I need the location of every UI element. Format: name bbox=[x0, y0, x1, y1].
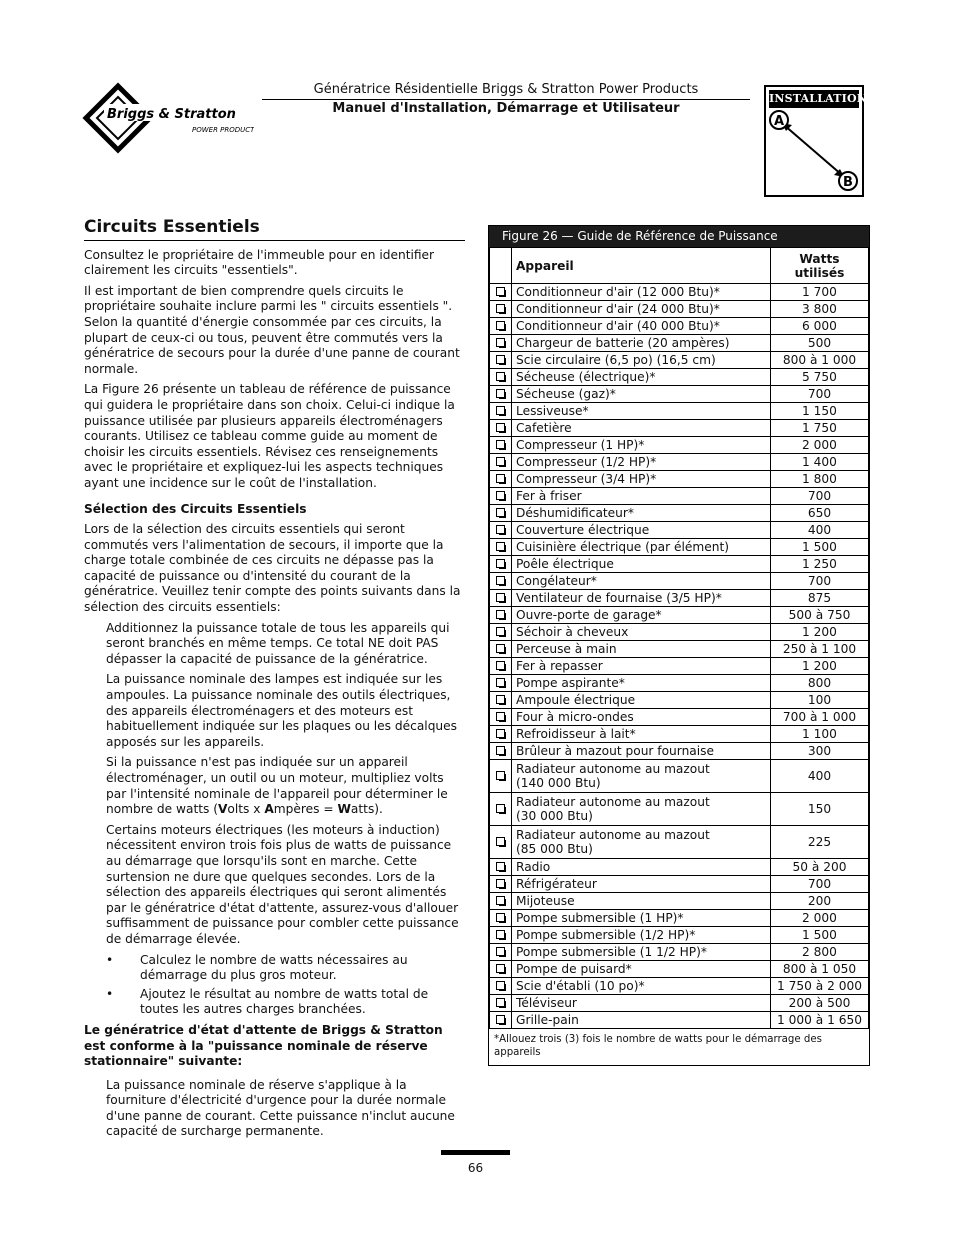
checkbox-cell[interactable] bbox=[490, 505, 512, 522]
section-title: Circuits Essentiels bbox=[84, 220, 465, 241]
checkbox-icon[interactable] bbox=[496, 304, 505, 313]
paragraph: Consultez le propriétaire de l'immeuble pour en identifier clairement les circuits "essentiels". bbox=[84, 247, 435, 278]
checkbox-cell[interactable] bbox=[490, 556, 512, 573]
header-rule bbox=[262, 99, 750, 100]
table-row bbox=[490, 352, 869, 369]
checkbox-cell[interactable] bbox=[490, 927, 512, 944]
appliance-watts: 200 à 500 bbox=[771, 995, 869, 1012]
bold-paragraph: Le génératrice d'état d'attente de Briggs & Stratton est conforme à la "puissance nominale de réserve stationnaire" suivante: bbox=[84, 1022, 443, 1069]
table-row bbox=[490, 539, 869, 556]
indented-paragraph: Si la puissance n'est pas indiquée sur un appareil électroménager, un outil ou un moteur, multipliez volts par l'intensité nominale de l'appareil pour déterminer le nombre de watts (Volts x Ampères = Watts). bbox=[106, 755, 448, 817]
appliance-watts: 2 800 bbox=[771, 944, 869, 961]
checkbox-cell[interactable] bbox=[490, 284, 512, 301]
table-row bbox=[490, 420, 869, 437]
checkbox-cell[interactable] bbox=[490, 675, 512, 692]
checkbox-cell[interactable] bbox=[490, 318, 512, 335]
appliance-name: Radio bbox=[512, 859, 771, 876]
appliance-name: Ouvre-porte de garage* bbox=[512, 607, 771, 624]
appliance-watts: 700 à 1 000 bbox=[771, 709, 869, 726]
checkbox-cell[interactable] bbox=[490, 352, 512, 369]
table-row bbox=[490, 859, 869, 876]
appliance-watts: 2 000 bbox=[771, 437, 869, 454]
appliance-watts: 6 000 bbox=[771, 318, 869, 335]
checkbox-icon[interactable] bbox=[496, 576, 505, 585]
checkbox-icon[interactable] bbox=[496, 542, 505, 551]
appliance-name: Congélateur* bbox=[512, 573, 771, 590]
checkbox-cell[interactable] bbox=[490, 420, 512, 437]
indented-paragraph: La puissance nominale de réserve s'applique à la fourniture d'électricité d'urgence pour la durée normale d'une panne de courant. Cette puissance n'inclut aucune capacité de surcharge permanente. bbox=[106, 1077, 455, 1139]
checkbox-header bbox=[490, 248, 512, 284]
appliance-name: Four à micro-ondes bbox=[512, 709, 771, 726]
checkbox-icon[interactable] bbox=[496, 746, 505, 755]
table-row bbox=[490, 471, 869, 488]
checkbox-cell[interactable] bbox=[490, 641, 512, 658]
appliance-name: Compresseur (1/2 HP)* bbox=[512, 454, 771, 471]
bullet-item: • Calculez le nombre de watts nécessaires au démarrage du plus gros moteur. bbox=[106, 953, 465, 984]
appliance-watts: 400 bbox=[771, 760, 869, 793]
checkbox-cell[interactable] bbox=[490, 760, 512, 793]
appliance-name: Fer à friser bbox=[512, 488, 771, 505]
appliance-watts: 500 bbox=[771, 335, 869, 352]
checkbox-icon[interactable] bbox=[496, 389, 505, 398]
checkbox-icon[interactable] bbox=[496, 879, 505, 888]
table-row bbox=[490, 641, 869, 658]
checkbox-cell[interactable] bbox=[490, 590, 512, 607]
appliance-name: Pompe submersible (1 1/2 HP)* bbox=[512, 944, 771, 961]
main-text-column bbox=[84, 217, 465, 1145]
power-reference-figure bbox=[488, 225, 870, 1066]
figure-caption: Figure 26 — Guide de Référence de Puissance bbox=[489, 226, 869, 247]
checkbox-cell[interactable] bbox=[490, 692, 512, 709]
appliance-watts: 1 100 bbox=[771, 726, 869, 743]
document-subtitle: Manuel d'Installation, Démarrage et Utilisateur bbox=[332, 101, 680, 116]
checkbox-icon[interactable] bbox=[496, 610, 505, 619]
checkbox-icon[interactable] bbox=[496, 491, 505, 500]
paragraph: Lors de la sélection des circuits essentiels qui seront commutés vers l'alimentation de secours, il importe que la charge totale combinée de ces circuits ne dépasse pas la capacité de puissance ou d'intensité du courant de la génératrice. Veuillez tenir compte des points suivants dans la sélection des circuits essentiels: bbox=[84, 522, 461, 615]
checkbox-icon[interactable] bbox=[496, 729, 505, 738]
checkbox-cell[interactable] bbox=[490, 437, 512, 454]
appliance-name: Conditionneur d'air (24 000 Btu)* bbox=[512, 301, 771, 318]
appliance-name: Compresseur (1 HP)* bbox=[512, 437, 771, 454]
appliance-name: Compresseur (3/4 HP)* bbox=[512, 471, 771, 488]
appliance-watts: 1 150 bbox=[771, 403, 869, 420]
appliance-watts: 800 bbox=[771, 675, 869, 692]
power-table bbox=[489, 247, 869, 1029]
checkbox-cell[interactable] bbox=[490, 978, 512, 995]
appliance-name: Cafetière bbox=[512, 420, 771, 437]
table-row bbox=[490, 692, 869, 709]
indented-paragraph: Additionnez la puissance totale de tous les appareils qui seront branchés en même temps. Ce total NE doit PAS dépasser la capacité de puissance de la génératrice. bbox=[106, 620, 450, 666]
appliance-name: Couverture électrique bbox=[512, 522, 771, 539]
appliance-watts: 500 à 750 bbox=[771, 607, 869, 624]
appliance-name: Scie d'établi (10 po)* bbox=[512, 978, 771, 995]
table-row bbox=[490, 793, 869, 826]
table-row bbox=[490, 301, 869, 318]
table-row bbox=[490, 709, 869, 726]
svg-text:A: A bbox=[773, 114, 785, 129]
col-appareil-header: Appareil bbox=[512, 248, 771, 284]
table-row bbox=[490, 658, 869, 675]
checkbox-icon[interactable] bbox=[496, 423, 505, 432]
checkbox-icon[interactable] bbox=[496, 440, 505, 449]
table-row bbox=[490, 590, 869, 607]
appliance-name: Conditionneur d'air (40 000 Btu)* bbox=[512, 318, 771, 335]
checkbox-cell[interactable] bbox=[490, 454, 512, 471]
a-to-b-icon bbox=[766, 87, 862, 195]
paragraph: La Figure 26 présente un tableau de référence de puissance qui guidera le propriétaire dans son choix. Celui-ci indique la puissance utilisée par plusieurs appareils électroménagers courants. Utilisez ce tableau comme guide au moment de choisir les circuits essentiels. Révisez ces renseignements avec le propriétaire et expliquez-lui les aspects techniques ayant une incidence sur le coût de l'installation. bbox=[84, 382, 455, 490]
checkbox-icon[interactable] bbox=[496, 862, 505, 871]
table-row bbox=[490, 522, 869, 539]
table-row bbox=[490, 556, 869, 573]
checkbox-cell[interactable] bbox=[490, 944, 512, 961]
appliance-name: Scie circulaire (6,5 po) (16,5 cm) bbox=[512, 352, 771, 369]
table-row bbox=[490, 454, 869, 471]
appliance-watts: 800 à 1 000 bbox=[771, 352, 869, 369]
appliance-watts: 3 800 bbox=[771, 301, 869, 318]
col-watts-header: Watts utilisés bbox=[771, 248, 869, 284]
appliance-watts: 400 bbox=[771, 522, 869, 539]
indented-paragraph: La puissance nominale des lampes est indiquée sur les ampoules. La puissance nominale des outils électriques, des appareils électroménagers et des moteurs est habituellement indiquée sur les plaques ou les décalques apposés sur les appareils. bbox=[106, 672, 457, 749]
checkbox-icon[interactable] bbox=[496, 321, 505, 330]
appliance-watts: 1 200 bbox=[771, 658, 869, 675]
checkbox-cell[interactable] bbox=[490, 876, 512, 893]
appliance-watts: 1 500 bbox=[771, 927, 869, 944]
appliance-name: Lessiveuse* bbox=[512, 403, 771, 420]
footer-bar bbox=[441, 1150, 510, 1155]
svg-text:Briggs & Stratton: Briggs & Stratton bbox=[107, 107, 236, 122]
checkbox-cell[interactable] bbox=[490, 859, 512, 876]
checkbox-cell[interactable] bbox=[490, 793, 512, 826]
appliance-name: Fer à repasser bbox=[512, 658, 771, 675]
table-row bbox=[490, 978, 869, 995]
appliance-watts: 200 bbox=[771, 893, 869, 910]
badge-label: INSTALLATION bbox=[769, 90, 859, 108]
appliance-name: Poêle électrique bbox=[512, 556, 771, 573]
table-row bbox=[490, 1012, 869, 1029]
appliance-watts: 1 000 à 1 650 bbox=[771, 1012, 869, 1029]
appliance-watts: 1 400 bbox=[771, 454, 869, 471]
checkbox-icon[interactable] bbox=[496, 678, 505, 687]
table-row bbox=[490, 573, 869, 590]
appliance-name: Brûleur à mazout pour fournaise bbox=[512, 743, 771, 760]
checkbox-icon[interactable] bbox=[496, 508, 505, 517]
appliance-watts: 875 bbox=[771, 590, 869, 607]
checkbox-cell[interactable] bbox=[490, 607, 512, 624]
table-row bbox=[490, 318, 869, 335]
table-row bbox=[490, 624, 869, 641]
appliance-watts: 1 750 bbox=[771, 420, 869, 437]
table-row bbox=[490, 386, 869, 403]
appliance-name: Pompe aspirante* bbox=[512, 675, 771, 692]
checkbox-icon[interactable] bbox=[496, 406, 505, 415]
appliance-watts: 700 bbox=[771, 876, 869, 893]
appliance-watts: 1 800 bbox=[771, 471, 869, 488]
table-row bbox=[490, 369, 869, 386]
appliance-name: Radiateur autonome au mazout (140 000 Btu) bbox=[512, 760, 771, 793]
checkbox-cell[interactable] bbox=[490, 1012, 512, 1029]
appliance-watts: 1 700 bbox=[771, 284, 869, 301]
page-number: 66 bbox=[467, 1161, 484, 1175]
checkbox-cell[interactable] bbox=[490, 335, 512, 352]
table-row bbox=[490, 607, 869, 624]
appliance-name: Sécheuse (électrique)* bbox=[512, 369, 771, 386]
table-row bbox=[490, 335, 869, 352]
checkbox-cell[interactable] bbox=[490, 488, 512, 505]
checkbox-cell[interactable] bbox=[490, 573, 512, 590]
checkbox-cell[interactable] bbox=[490, 522, 512, 539]
checkbox-cell[interactable] bbox=[490, 893, 512, 910]
appliance-watts: 150 bbox=[771, 793, 869, 826]
checkbox-cell[interactable] bbox=[490, 826, 512, 859]
installation-badge bbox=[764, 85, 868, 197]
checkbox-cell[interactable] bbox=[490, 369, 512, 386]
checkbox-icon[interactable] bbox=[496, 712, 505, 721]
appliance-watts: 650 bbox=[771, 505, 869, 522]
table-row bbox=[490, 944, 869, 961]
svg-text:B: B bbox=[843, 175, 853, 190]
checkbox-icon[interactable] bbox=[496, 593, 505, 602]
document-title: Génératrice Résidentielle Briggs & Stratton Power Products bbox=[313, 82, 699, 97]
checkbox-cell[interactable] bbox=[490, 743, 512, 760]
appliance-watts: 50 à 200 bbox=[771, 859, 869, 876]
appliance-watts: 1 200 bbox=[771, 624, 869, 641]
table-row bbox=[490, 284, 869, 301]
checkbox-cell[interactable] bbox=[490, 995, 512, 1012]
appliance-watts: 700 bbox=[771, 488, 869, 505]
appliance-watts: 250 à 1 100 bbox=[771, 641, 869, 658]
checkbox-cell[interactable] bbox=[490, 539, 512, 556]
table-footnote: *Allouez trois (3) fois le nombre de watts pour le démarrage des appareils bbox=[494, 1034, 822, 1058]
checkbox-icon[interactable] bbox=[496, 913, 505, 922]
checkbox-icon[interactable] bbox=[496, 474, 505, 483]
bullet-list bbox=[106, 953, 465, 1018]
table-row bbox=[490, 961, 869, 978]
checkbox-icon[interactable] bbox=[496, 457, 505, 466]
subheading: Sélection des Circuits Essentiels bbox=[84, 501, 307, 516]
appliance-watts: 100 bbox=[771, 692, 869, 709]
appliance-name: Pompe submersible (1/2 HP)* bbox=[512, 927, 771, 944]
checkbox-icon[interactable] bbox=[496, 837, 505, 846]
table-row bbox=[490, 995, 869, 1012]
checkbox-icon[interactable] bbox=[496, 1015, 505, 1024]
checkbox-icon[interactable] bbox=[496, 771, 505, 780]
checkbox-icon[interactable] bbox=[496, 804, 505, 813]
checkbox-icon[interactable] bbox=[496, 525, 505, 534]
checkbox-icon[interactable] bbox=[496, 355, 505, 364]
checkbox-icon[interactable] bbox=[496, 964, 505, 973]
appliance-name: Chargeur de batterie (20 ampères) bbox=[512, 335, 771, 352]
appliance-name: Grille-pain bbox=[512, 1012, 771, 1029]
appliance-watts: 225 bbox=[771, 826, 869, 859]
checkbox-icon[interactable] bbox=[496, 627, 505, 636]
paragraph: Il est important de bien comprendre quels circuits le propriétaire souhaite inclure parmi les " circuits essentiels ". Selon la quantité d'énergie consommée par ces circuits, la plupart de ceux-ci ou tous, peuvent être commutés vers la génératrice de secours pour la durée d'une panne de courant normale. bbox=[84, 283, 460, 376]
table-row bbox=[490, 910, 869, 927]
checkbox-cell[interactable] bbox=[490, 471, 512, 488]
checkbox-cell[interactable] bbox=[490, 658, 512, 675]
appliance-name: Radiateur autonome au mazout (30 000 Btu) bbox=[512, 793, 771, 826]
table-row bbox=[490, 437, 869, 454]
appliance-name: Réfrigérateur bbox=[512, 876, 771, 893]
table-row bbox=[490, 488, 869, 505]
appliance-name: Cuisinière électrique (par élément) bbox=[512, 539, 771, 556]
table-row bbox=[490, 826, 869, 859]
checkbox-cell[interactable] bbox=[490, 709, 512, 726]
appliance-name: Déshumidificateur* bbox=[512, 505, 771, 522]
briggs-stratton-logo bbox=[82, 82, 254, 154]
appliance-watts: 5 750 bbox=[771, 369, 869, 386]
appliance-watts: 800 à 1 050 bbox=[771, 961, 869, 978]
checkbox-icon[interactable] bbox=[496, 930, 505, 939]
appliance-name: Sécheuse (gaz)* bbox=[512, 386, 771, 403]
checkbox-icon[interactable] bbox=[496, 695, 505, 704]
checkbox-cell[interactable] bbox=[490, 910, 512, 927]
appliance-name: Pompe de puisard* bbox=[512, 961, 771, 978]
appliance-name: Pompe submersible (1 HP)* bbox=[512, 910, 771, 927]
appliance-name: Téléviseur bbox=[512, 995, 771, 1012]
table-row bbox=[490, 675, 869, 692]
appliance-name: Ampoule électrique bbox=[512, 692, 771, 709]
appliance-watts: 1 250 bbox=[771, 556, 869, 573]
appliance-name: Séchoir à cheveux bbox=[512, 624, 771, 641]
checkbox-cell[interactable] bbox=[490, 301, 512, 318]
table-row bbox=[490, 726, 869, 743]
checkbox-icon[interactable] bbox=[496, 338, 505, 347]
checkbox-cell[interactable] bbox=[490, 386, 512, 403]
appliance-name: Radiateur autonome au mazout (85 000 Btu) bbox=[512, 826, 771, 859]
appliance-name: Perceuse à main bbox=[512, 641, 771, 658]
checkbox-icon[interactable] bbox=[496, 661, 505, 670]
checkbox-cell[interactable] bbox=[490, 403, 512, 420]
svg-text:POWER PRODUCTS: POWER PRODUCTS bbox=[192, 126, 254, 134]
appliance-watts: 1 500 bbox=[771, 539, 869, 556]
appliance-watts: 300 bbox=[771, 743, 869, 760]
appliance-name: Ventilateur de fournaise (3/5 HP)* bbox=[512, 590, 771, 607]
checkbox-cell[interactable] bbox=[490, 726, 512, 743]
checkbox-icon[interactable] bbox=[496, 981, 505, 990]
table-row bbox=[490, 743, 869, 760]
appliance-watts: 700 bbox=[771, 573, 869, 590]
checkbox-icon[interactable] bbox=[496, 644, 505, 653]
checkbox-icon[interactable] bbox=[496, 998, 505, 1007]
bullet-item: • Ajoutez le résultat au nombre de watts total de toutes les autres charges branchées. bbox=[106, 987, 465, 1018]
checkbox-icon[interactable] bbox=[496, 559, 505, 568]
table-row bbox=[490, 505, 869, 522]
appliance-watts: 1 750 à 2 000 bbox=[771, 978, 869, 995]
checkbox-cell[interactable] bbox=[490, 624, 512, 641]
appliance-name: Refroidisseur à lait* bbox=[512, 726, 771, 743]
checkbox-icon[interactable] bbox=[496, 287, 505, 296]
appliance-name: Mijoteuse bbox=[512, 893, 771, 910]
table-row bbox=[490, 927, 869, 944]
checkbox-icon[interactable] bbox=[496, 372, 505, 381]
table-row bbox=[490, 403, 869, 420]
indented-paragraph: Certains moteurs électriques (les moteurs à induction) nécessitent environ trois fois plus de watts de puissance au démarrage que lorsqu'ils sont en marche. Cette surtension ne dure que quelques secondes. Lors de la sélection des appareils électriques qui seront alimentés par le génératrice d'état d'attente, assurez-vous d'allouer suffisamment de puissance pour combler cette puissance de démarrage élevée. bbox=[106, 822, 459, 946]
table-row bbox=[490, 876, 869, 893]
appliance-watts: 700 bbox=[771, 386, 869, 403]
checkbox-icon[interactable] bbox=[496, 896, 505, 905]
table-row bbox=[490, 760, 869, 793]
table-row bbox=[490, 893, 869, 910]
checkbox-icon[interactable] bbox=[496, 947, 505, 956]
checkbox-cell[interactable] bbox=[490, 961, 512, 978]
appliance-name: Conditionneur d'air (12 000 Btu)* bbox=[512, 284, 771, 301]
appliance-watts: 2 000 bbox=[771, 910, 869, 927]
